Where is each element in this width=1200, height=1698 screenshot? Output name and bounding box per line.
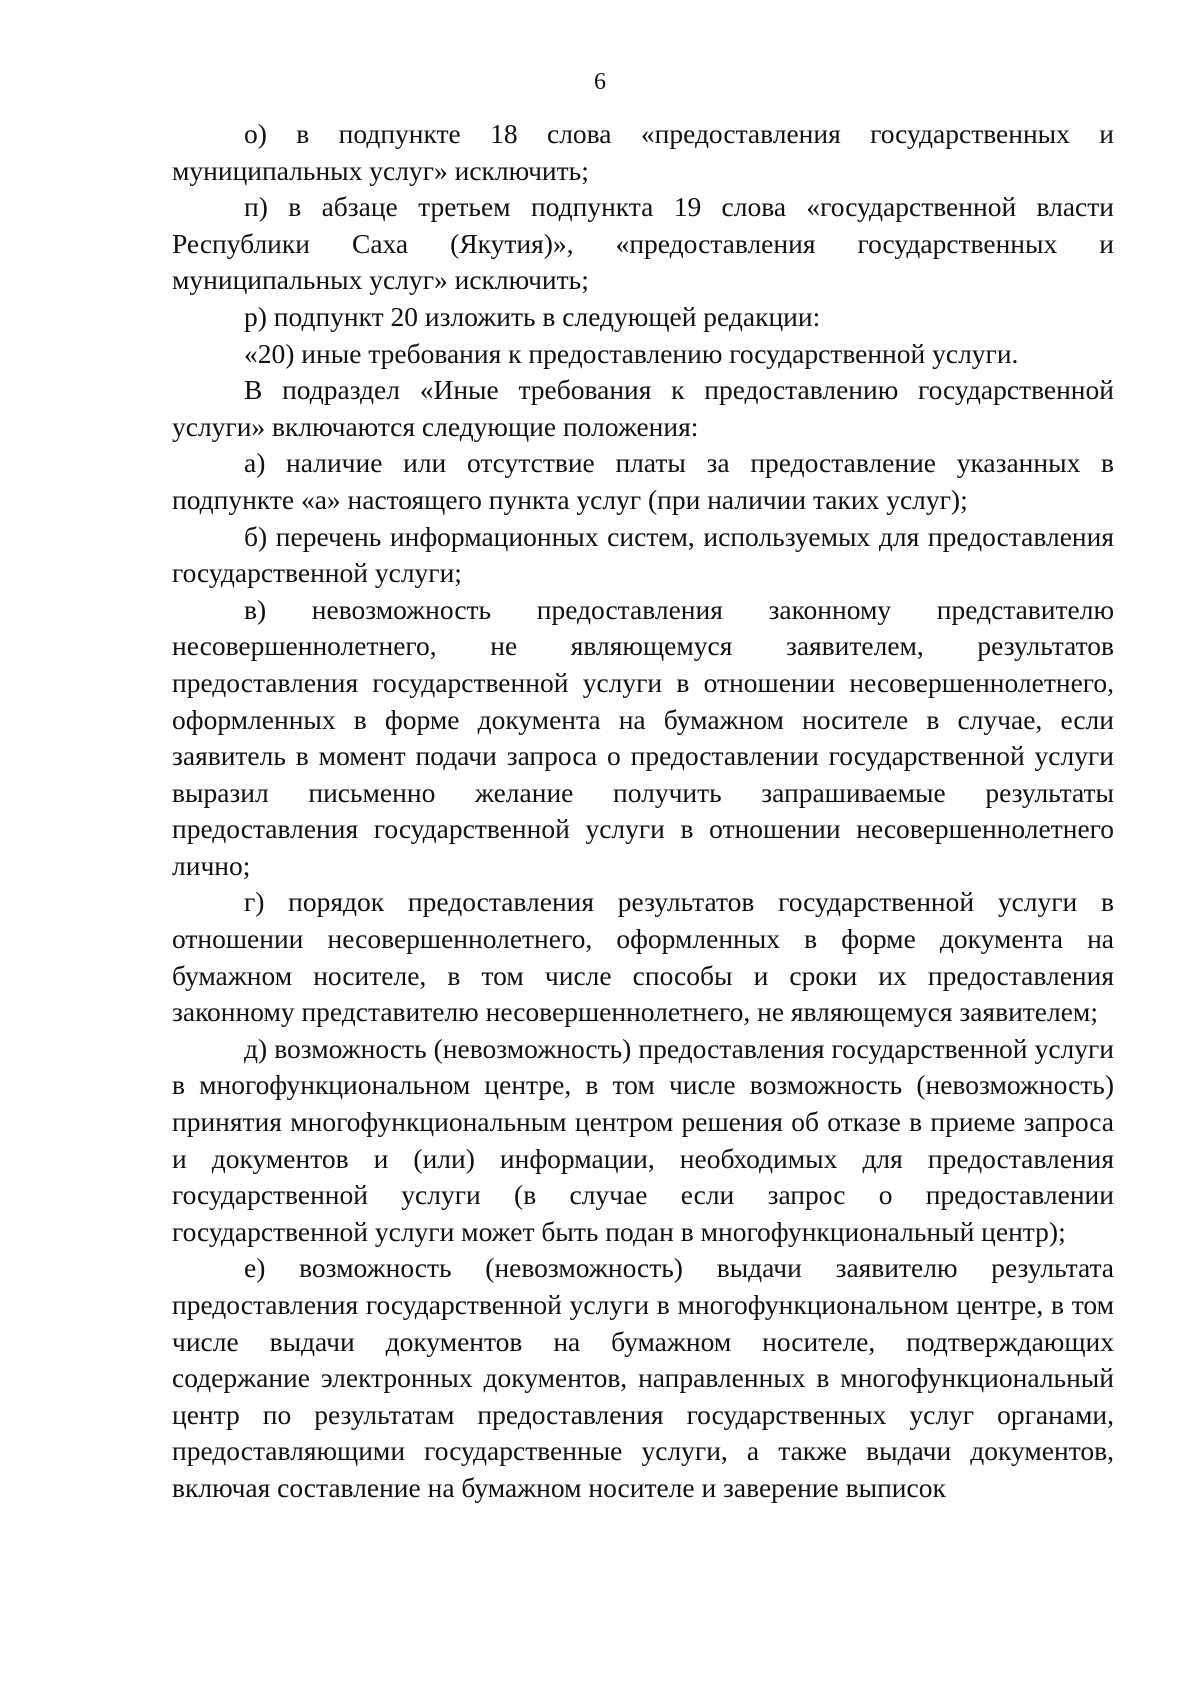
- paragraph-v: в) невозможность предоставления законному представителю несовершеннолетнего, не являющемуся заявителем, результатов предоставления государственной услуги в отношении несовершеннолетнего, оформленных в форме документа на бумажном носителе в случае, если заявитель в момент подачи запроса о предоставлении государственной услуги выразил письменно желание получить запрашиваемые результаты предоставления государственной услуги в отношении несовершеннолетнего лично;: [172, 593, 1114, 881]
- paragraph-r: р) подпункт 20 изложить в следующей редакции:: [244, 300, 821, 332]
- paragraph-e: е) возможность (невозможность) выдачи заявителю результата предоставления государственной услуги в многофункциональном центре, в том числе выдачи документов на бумажном носителе, подтверждающих содержание электронных документов, направленных в многофункциональный центр по результатам предоставления государственных услуг органами, предоставляющими государственные услуги, а также выдачи документов, включая составление на бумажном носителе и заверение выписок: [172, 1252, 1114, 1503]
- paragraph-g: г) порядок предоставления результатов государственной услуги в отношении несовершеннолетнего, оформленных в форме документа на бумажном носителе, в том числе способы и сроки их предоставления законному представителю несовершеннолетнего, не являющемуся заявителем;: [172, 886, 1114, 1028]
- paragraph-subsection-intro: В подраздел «Иные требования к предоставлению государственной услуги» включаются следующие положения:: [172, 374, 1114, 442]
- paragraph-a: а) наличие или отсутствие платы за предоставление указанных в подпункте «а» настоящего пункта услуг (при наличии таких услуг);: [172, 447, 1114, 515]
- paragraph-b: б) перечень информационных систем, используемых для предоставления государственной услуги;: [172, 520, 1114, 589]
- paragraph-p: п) в абзаце третьем подпункта 19 слова «государственной власти Республики Саха (Якутия)», «предоставления государственных и муниципальных услуг» исключить;: [172, 191, 1114, 296]
- paragraph-o: о) в подпункте 18 слова «предоставления государственных и муниципальных услуг» исключить;: [172, 118, 1114, 186]
- paragraph-item-20: «20) иные требования к предоставлению государственной услуги.: [244, 337, 1019, 369]
- page-number: 6: [594, 69, 606, 95]
- paragraph-d: д) возможность (невозможность) предоставления государственной услуги в многофункциональном центре, в том числе возможность (невозможность) принятия многофункциональным центром решения об отказе в приеме запроса и документов и (или) информации, необходимых для предоставления государственной услуги (в случае если запрос о предоставлении государственной услуги может быть подан в многофункциональный центр);: [172, 1032, 1114, 1247]
- document-body: [172, 116, 1114, 1507]
